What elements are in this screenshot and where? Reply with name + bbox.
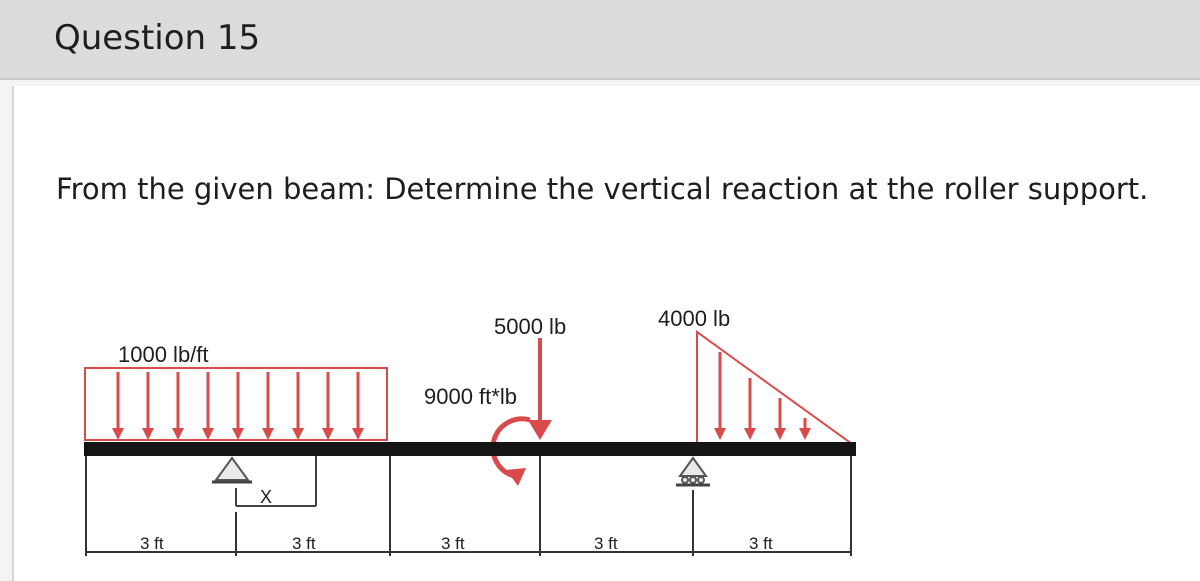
question-title: Question 15 <box>54 18 261 58</box>
span-label-4: 3 ft <box>594 534 618 553</box>
triangular-load <box>697 332 852 444</box>
distributed-load-label: 1000 lb/ft <box>118 342 209 367</box>
distributed-load <box>85 368 387 440</box>
dimension-lines <box>86 456 851 556</box>
span-label-2: 3 ft <box>292 534 316 553</box>
point-load <box>528 338 552 440</box>
roller-support <box>676 458 710 485</box>
x-reference-label: X <box>260 487 273 507</box>
triangular-load-label: 4000 lb <box>658 306 731 331</box>
pin-support <box>212 458 252 482</box>
point-load-label: 5000 lb <box>494 314 567 339</box>
span-label-5: 3 ft <box>749 534 773 553</box>
beam <box>84 442 856 456</box>
span-label-3: 3 ft <box>441 534 465 553</box>
moment-label: 9000 ft*lb <box>424 384 517 409</box>
span-label-1: 3 ft <box>140 534 164 553</box>
question-prompt: From the given beam: Determine the vertical reaction at the roller support. <box>56 172 1149 206</box>
distributed-load-arrows <box>118 372 358 436</box>
